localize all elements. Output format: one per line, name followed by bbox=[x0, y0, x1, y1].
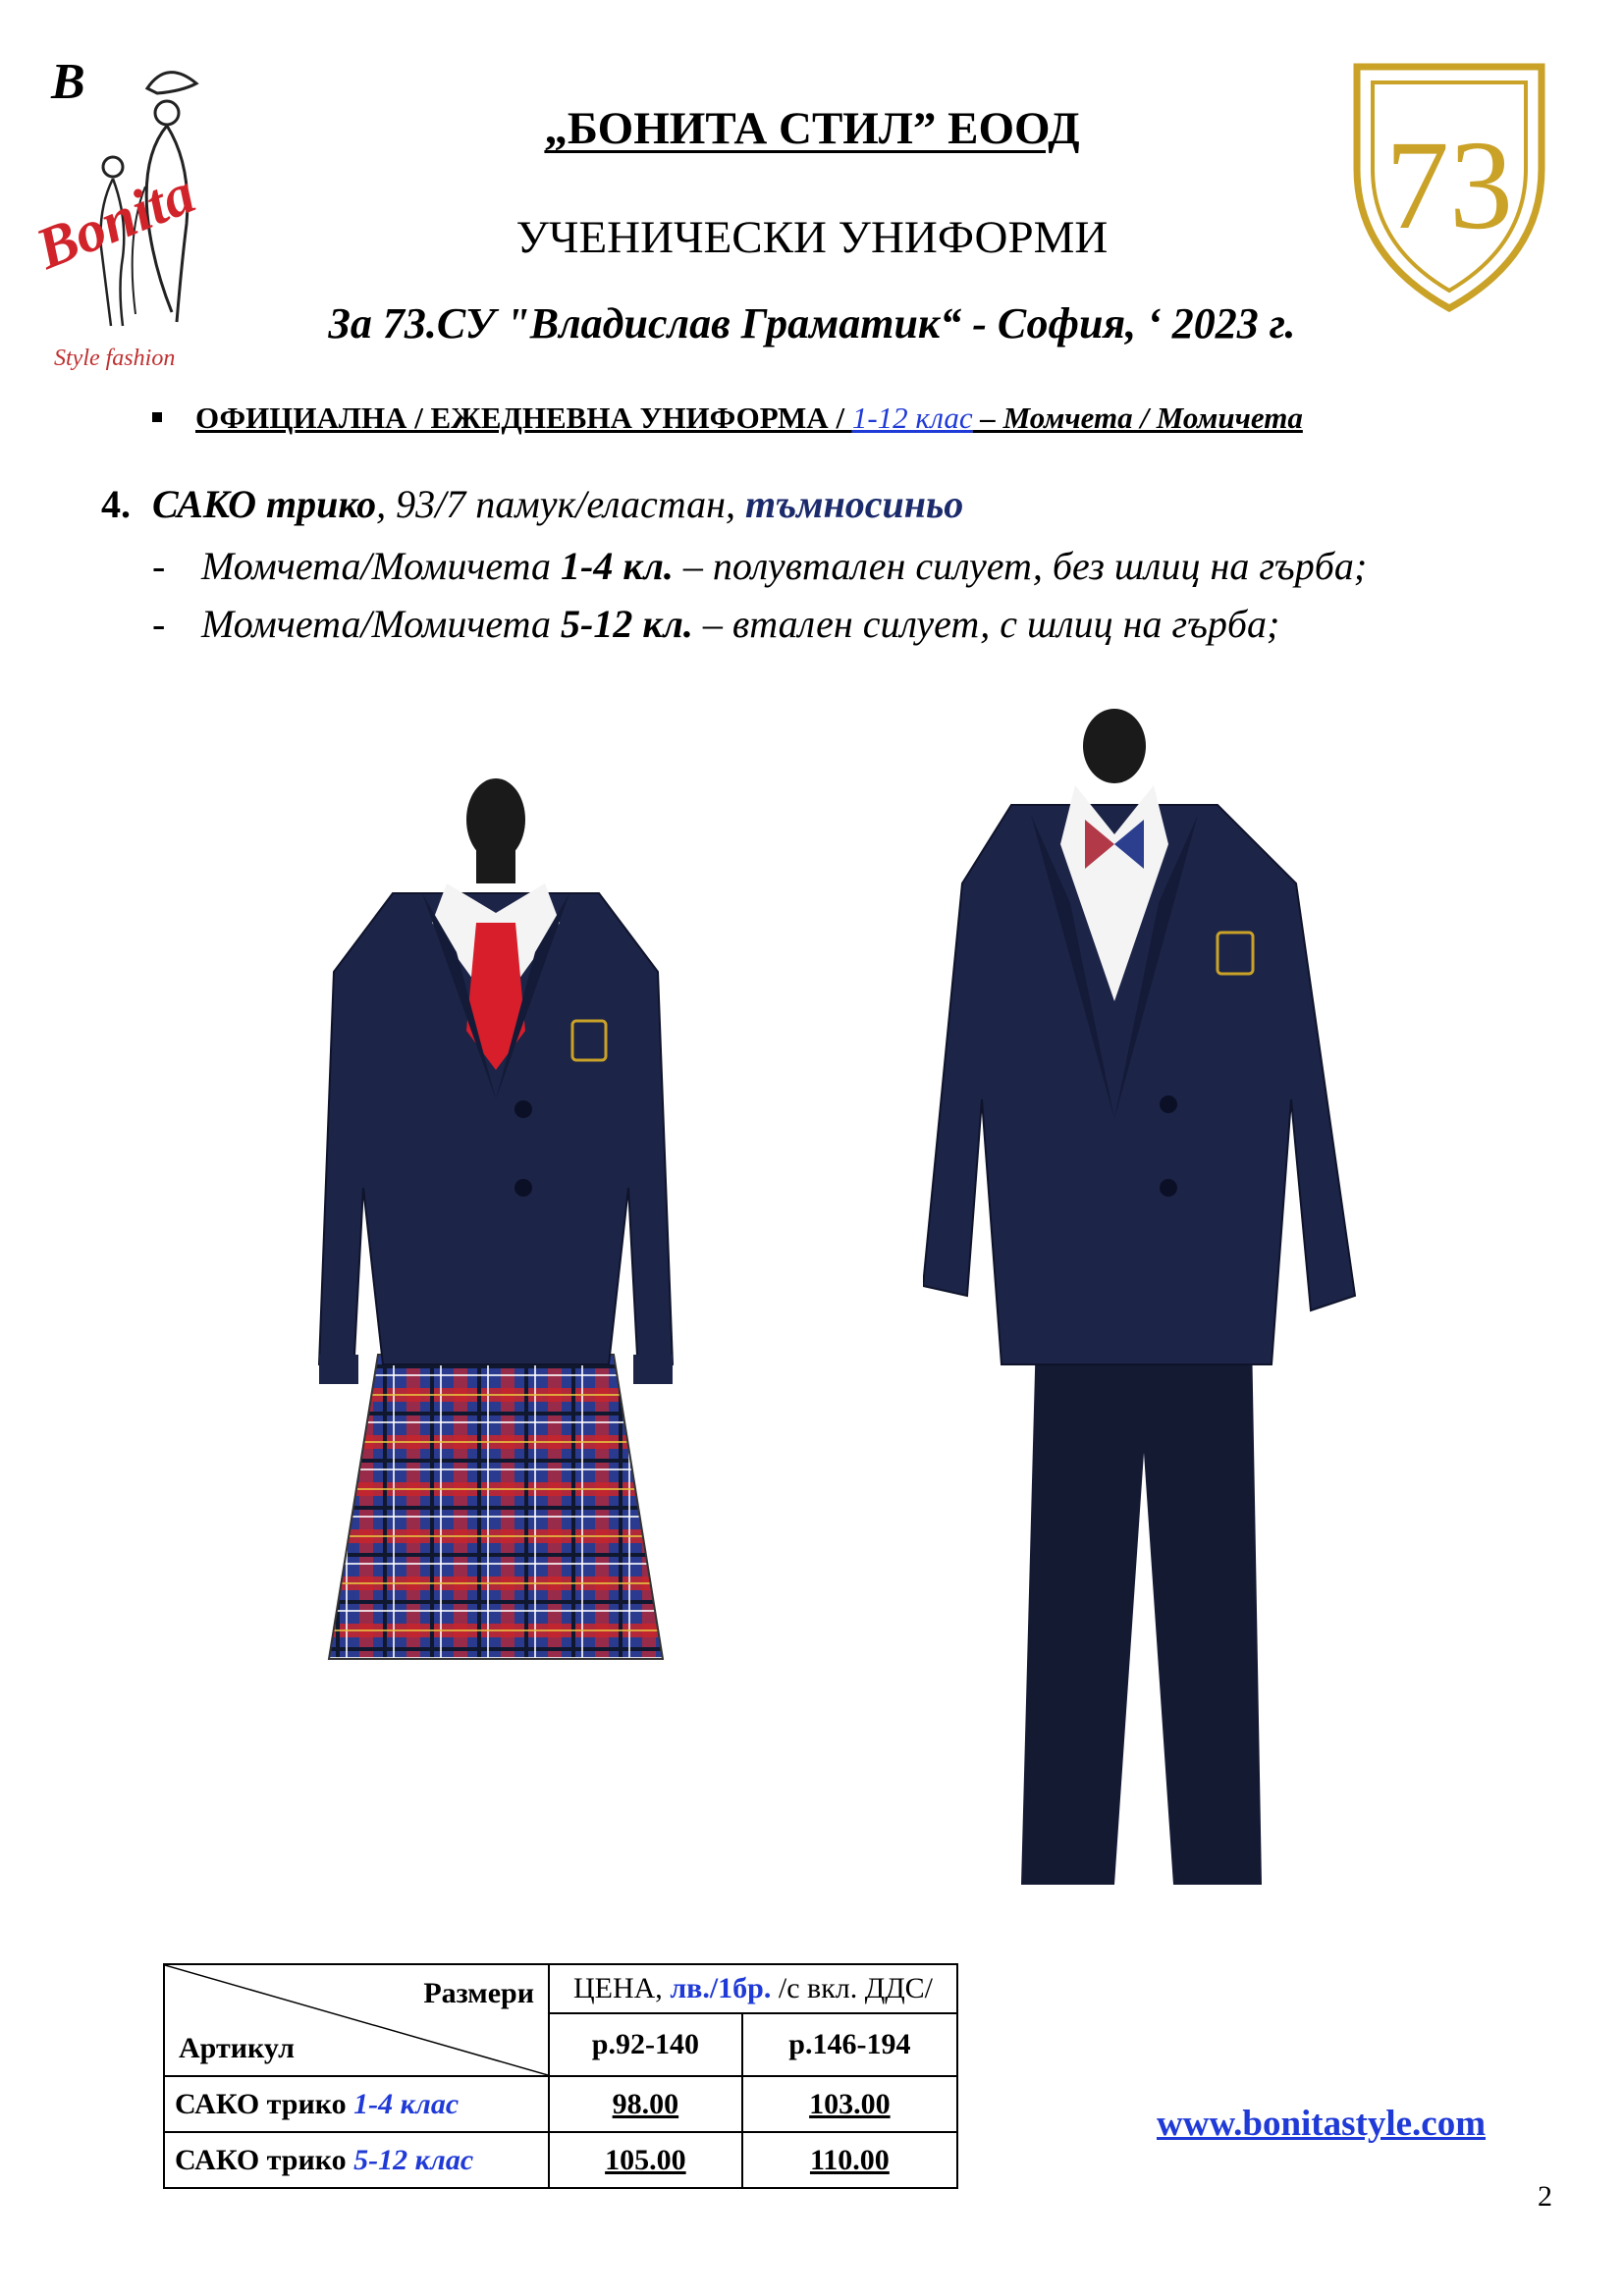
bullet-text-1: ОФИЦИАЛНА / ЕЖЕДНЕВНА УНИФОРМА / bbox=[195, 400, 852, 435]
bullet-text-2: – Момчета / Момичета bbox=[972, 400, 1303, 435]
logo-b-letter: B bbox=[51, 54, 85, 110]
size-column-2: р.146-194 bbox=[742, 2013, 957, 2076]
logo-tagline: Style fashion bbox=[54, 346, 176, 371]
school-title: За 73.СУ "Владислав Граматик“ - София, ‘ 2023 г. bbox=[328, 299, 1296, 347]
uniform-type-bullet bbox=[152, 400, 1303, 436]
logo-bonita-text: Bonita bbox=[29, 160, 204, 282]
item-number: 4. bbox=[101, 482, 131, 526]
document-subtitle: УЧЕНИЧЕСКИ УНИФОРМИ bbox=[515, 212, 1109, 263]
price-cell: 105.00 bbox=[549, 2132, 742, 2188]
table-row bbox=[164, 2132, 957, 2188]
table-corner-header bbox=[164, 1964, 549, 2076]
bullet-grades: 1-12 клас bbox=[851, 400, 973, 435]
size-column-1: р.92-140 bbox=[549, 2013, 742, 2076]
sizes-label: Размери bbox=[423, 1977, 534, 2009]
price-cell: 103.00 bbox=[742, 2076, 957, 2132]
item-color: тъмносиньо bbox=[744, 482, 964, 526]
crest-number: 73 bbox=[1385, 115, 1513, 256]
boy-uniform-photo bbox=[923, 707, 1365, 1909]
article-label: Артикул bbox=[179, 2032, 295, 2064]
square-bullet-icon bbox=[152, 412, 162, 422]
table-row bbox=[164, 2076, 957, 2132]
row-article: САКО трико 1-4 клас bbox=[164, 2076, 549, 2132]
girl-uniform-photo bbox=[265, 775, 727, 1718]
school-crest-logo bbox=[1351, 61, 1547, 314]
company-name: „БОНИТА СТИЛ” ЕООД bbox=[544, 103, 1080, 154]
price-header: ЦЕНА, лв./1бр. /с вкл. ДДС/ bbox=[549, 1964, 957, 2013]
price-cell: 110.00 bbox=[742, 2132, 957, 2188]
sub-item: - Момчета/Момичета 5-12 кл. – втален силует, с шлиц на гърба; bbox=[152, 602, 1280, 646]
price-cell: 98.00 bbox=[549, 2076, 742, 2132]
item-heading bbox=[101, 481, 963, 527]
item-composition: , 93/7 памук/еластан, bbox=[376, 482, 745, 526]
row-article: САКО трико 5-12 клас bbox=[164, 2132, 549, 2188]
page-number: 2 bbox=[1538, 2180, 1552, 2213]
website-link[interactable]: www.bonitastyle.com bbox=[1157, 2104, 1487, 2144]
item-name: САКО трико bbox=[152, 482, 377, 526]
price-table bbox=[163, 1963, 958, 2189]
sub-item: - Момчета/Момичета 1-4 кл. – полувтален силует, без шлиц на гърба; bbox=[152, 544, 1368, 588]
